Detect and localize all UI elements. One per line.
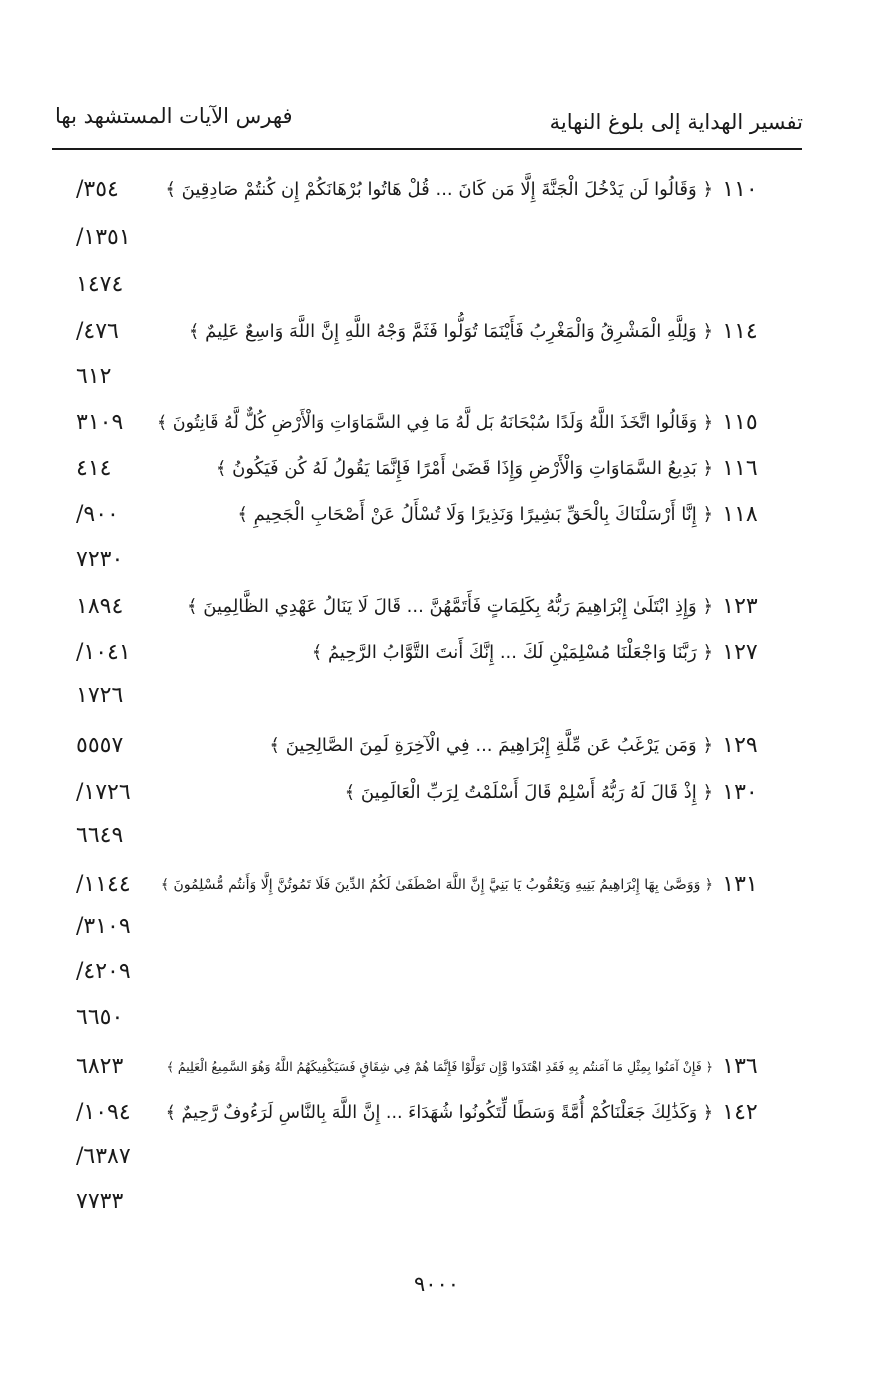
page-reference: /١٠٩٤ — [76, 1100, 131, 1125]
verse-number: ١٢٣ — [722, 594, 758, 619]
page-reference: ٦١٢ — [76, 364, 112, 389]
verse-text: ﴿ بَدِيعُ السَّمَاوَاتِ وَالْأَرْضِ وَإِذَا قَضَىٰ أَمْرًا فَإِنَّمَا يَقُولُ لَهُ كُن فَيَكُونُ ﴾ — [215, 458, 713, 479]
page-reference: /٦٣٨٧ — [76, 1144, 131, 1169]
index-row — [0, 357, 873, 397]
index-row — [0, 676, 873, 716]
index-row — [0, 1137, 873, 1177]
page-reference: ٧٢٣٠ — [76, 547, 124, 572]
index-row — [0, 952, 873, 992]
page-reference: /٤٧٦ — [76, 319, 119, 344]
index-row — [0, 726, 873, 766]
page-reference: /١١٤٤ — [76, 872, 131, 897]
verse-number: ١١٨ — [722, 502, 758, 527]
header-rule — [52, 148, 802, 150]
page-number: ٩٠٠٠ — [413, 1272, 460, 1296]
index-row — [0, 449, 873, 489]
index-row — [0, 816, 873, 856]
index-row — [0, 907, 873, 947]
index-row — [0, 587, 873, 627]
verse-number: ١٣٦ — [722, 1054, 758, 1079]
page-reference: ١٤٧٤ — [76, 272, 124, 297]
index-row — [0, 218, 873, 258]
verse-number: ١١٤ — [722, 319, 758, 344]
page-reference: /٤٢٠٩ — [76, 959, 131, 984]
page-reference: ٦٨٢٣ — [76, 1054, 124, 1079]
index-title: فهرس الآيات المستشهد بها — [55, 104, 293, 128]
verse-text: ﴿ إِنَّا أَرْسَلْنَاكَ بِالْحَقِّ بَشِيرًا وَنَذِيرًا وَلَا تُسْأَلُ عَنْ أَصْحَابِ الْجَحِيمِ ﴾ — [237, 504, 713, 525]
page-reference: ٥٥٥٧ — [76, 733, 124, 758]
page-reference: /٣٥٤ — [76, 177, 119, 202]
index-row — [0, 1182, 873, 1222]
index-row — [0, 170, 873, 210]
page-reference: /١٧٢٦ — [76, 780, 131, 805]
page-reference: ١٧٢٦ — [76, 683, 124, 708]
verse-text: ﴿ وَوَصَّىٰ بِهَا إِبْرَاهِيمُ بَنِيهِ وَيَعْقُوبُ يَا بَنِيَّ إِنَّ اللَّهَ اصْطَفَىٰ لَكُمُ الدِّينَ فَلَا تَمُوتُنَّ إِلَّا وَأَنتُم مُّسْلِمُونَ ﴾ — [160, 877, 713, 893]
verse-text: ﴿ وَقَالُوا لَن يَدْخُلَ الْجَنَّةَ إِلَّا مَن كَانَ ... قُلْ هَاتُوا بُرْهَانَكُمْ إِن كُنتُمْ صَادِقِينَ ﴾ — [165, 179, 713, 200]
verse-number: ١٢٩ — [722, 733, 758, 758]
verse-number: ١٣١ — [722, 872, 758, 897]
verse-number: ١١٦ — [722, 456, 758, 481]
verse-number: ١١٥ — [722, 410, 758, 435]
page-reference: /١٣٥١ — [76, 225, 131, 250]
verse-number: ١٢٧ — [722, 640, 758, 665]
verse-text: ﴿ وَمَن يَرْغَبُ عَن مِّلَّةِ إِبْرَاهِيمَ ... فِي الْآخِرَةِ لَمِنَ الصَّالِحِينَ ﴾ — [269, 735, 713, 756]
verse-text: ﴿ فَإِنْ آمَنُوا بِمِثْلِ مَا آمَنتُم بِهِ فَقَدِ اهْتَدَوا وَّإِن تَوَلَّوْا فَإِنَّمَا هُمْ فِي شِقَاقٍ فَسَيَكْفِيكَهُمُ اللَّهُ وَهُوَ السَّمِيعُ الْعَلِيمُ ﴾ — [166, 1059, 713, 1074]
index-row — [0, 265, 873, 305]
index-row — [0, 633, 873, 673]
book-title: تفسير الهداية إلى بلوغ النهاية — [549, 110, 803, 134]
verse-text: ﴿ وَكَذَٰلِكَ جَعَلْنَاكُمْ أُمَّةً وَسَطًا لِّتَكُونُوا شُهَدَاءَ ... إِنَّ اللَّهَ بِالنَّاسِ لَرَءُوفٌ رَّحِيمٌ ﴾ — [165, 1103, 713, 1123]
index-row — [0, 865, 873, 905]
index-row — [0, 403, 873, 443]
verse-number: ١١٠ — [722, 177, 758, 202]
index-row — [0, 495, 873, 535]
verse-number: ١٣٠ — [722, 780, 758, 805]
page-reference: /٩٠٠ — [76, 502, 119, 527]
page-reference: ٤١٤ — [76, 456, 112, 481]
page-reference: ٣١٠٩ — [76, 410, 124, 435]
page-reference: ٧٧٣٣ — [76, 1189, 124, 1214]
index-row — [0, 1047, 873, 1087]
page-reference: ٦٦٥٠ — [76, 1005, 124, 1030]
page-reference: /٣١٠٩ — [76, 914, 131, 939]
verse-text: ﴿ وَإِذِ ابْتَلَىٰ إِبْرَاهِيمَ رَبُّهُ بِكَلِمَاتٍ فَأَتَمَّهُنَّ ... قَالَ لَا يَنَالُ عَهْدِي الظَّالِمِينَ ﴾ — [187, 596, 713, 617]
index-row — [0, 312, 873, 352]
page-reference: /١٠٤١ — [76, 640, 131, 665]
index-row — [0, 540, 873, 580]
page-reference: ٦٦٤٩ — [76, 823, 124, 848]
verse-text: ﴿ إِذْ قَالَ لَهُ رَبُّهُ أَسْلِمْ قَالَ أَسْلَمْتُ لِرَبِّ الْعَالَمِينَ ﴾ — [344, 782, 713, 803]
index-row — [0, 773, 873, 813]
verse-text: ﴿ وَلِلَّهِ الْمَشْرِقُ وَالْمَغْرِبُ فَأَيْنَمَا تُوَلُّوا فَثَمَّ وَجْهُ اللَّهِ إِنَّ اللَّهَ وَاسِعٌ عَلِيمٌ ﴾ — [188, 321, 713, 342]
verse-text: ﴿ وَقَالُوا اتَّخَذَ اللَّهُ وَلَدًا سُبْحَانَهُ بَل لَّهُ مَا فِي السَّمَاوَاتِ وَالْأَرْضِ كُلٌّ لَّهُ قَانِتُونَ ﴾ — [156, 413, 713, 433]
index-row — [0, 1093, 873, 1133]
verse-text: ﴿ رَبَّنَا وَاجْعَلْنَا مُسْلِمَيْنِ لَكَ ... إِنَّكَ أَنتَ التَّوَّابُ الرَّحِيمُ ﴾ — [311, 642, 713, 663]
index-row — [0, 998, 873, 1038]
verse-number: ١٤٢ — [722, 1100, 758, 1125]
page-reference: ١٨٩٤ — [76, 594, 124, 619]
